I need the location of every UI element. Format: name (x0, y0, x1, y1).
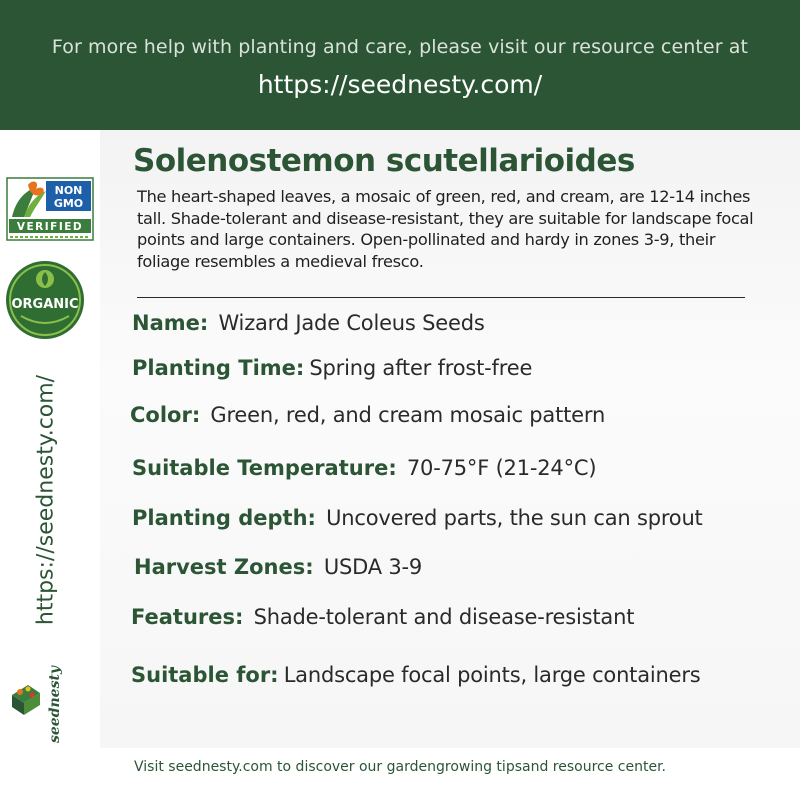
non-gmo-badge (6, 177, 94, 241)
svg-text:NON: NON (54, 184, 83, 197)
spec-label: Planting Time: (132, 356, 305, 380)
spec-label: Name: (132, 311, 209, 335)
product-title: Solenostemon scutellarioides (133, 143, 635, 179)
spec-label: Features: (131, 605, 244, 629)
spec-row-temperature (132, 456, 596, 480)
svg-text:GMO: GMO (53, 197, 84, 210)
footer-text: Visit seednesty.com to discover our gardengrowing tipsand resource center. (134, 759, 666, 775)
spec-row-planting-time (132, 356, 532, 380)
vertical-url-text[interactable]: https://seednesty.com/ (33, 374, 59, 626)
spec-row-color (130, 403, 605, 427)
footer (0, 748, 800, 800)
seednesty-logo-icon (6, 665, 70, 745)
spec-value: Green, red, and cream mosaic pattern (210, 403, 606, 427)
spec-value: Wizard Jade Coleus Seeds (218, 311, 485, 335)
spec-label: Harvest Zones: (134, 555, 314, 579)
spec-row-features (131, 605, 634, 629)
spec-value: USDA 3-9 (323, 555, 423, 579)
seednesty-logo (6, 665, 70, 745)
spec-label: Planting depth: (132, 506, 316, 530)
svg-text:ORGANIC: ORGANIC (11, 297, 79, 312)
banner-url-link[interactable]: https://seednesty.com/ (257, 70, 543, 99)
spec-value: Shade-tolerant and disease-resistant (253, 605, 635, 629)
non-gmo-icon (6, 177, 94, 241)
spec-row-harvest-zones (134, 555, 422, 579)
spec-row-planting-depth (132, 506, 703, 530)
banner-help-text: For more help with planting and care, please visit our resource center at (51, 36, 749, 58)
organic-leaf-icon (5, 260, 85, 340)
spec-value: Uncovered parts, the sun can sprout (326, 506, 703, 530)
svg-text:VERIFIED: VERIFIED (16, 221, 84, 233)
spec-value: 70-75°F (21-24°C) (406, 456, 597, 480)
spec-value: Landscape focal points, large containers (283, 663, 701, 687)
spec-row-name (132, 311, 485, 335)
spec-value: Spring after frost-free (309, 356, 533, 380)
spec-label: Color: (130, 403, 201, 427)
top-banner (0, 0, 800, 130)
product-description: The heart-shaped leaves, a mosaic of green, red, and cream, are 12-14 inches tall. Shade-tolerant and disease-resistant, they are suitable for landscape focal points and large containers. Open-pollinated and hardy in zones 3-9, their foliage resembles a medieval fresco. (137, 187, 754, 271)
svg-text:seednesty: seednesty (47, 665, 63, 743)
organic-badge (5, 260, 85, 340)
title-divider (137, 297, 745, 298)
spec-row-suitable-for (131, 663, 701, 687)
spec-label: Suitable for: (131, 663, 279, 687)
spec-label: Suitable Temperature: (132, 456, 397, 480)
